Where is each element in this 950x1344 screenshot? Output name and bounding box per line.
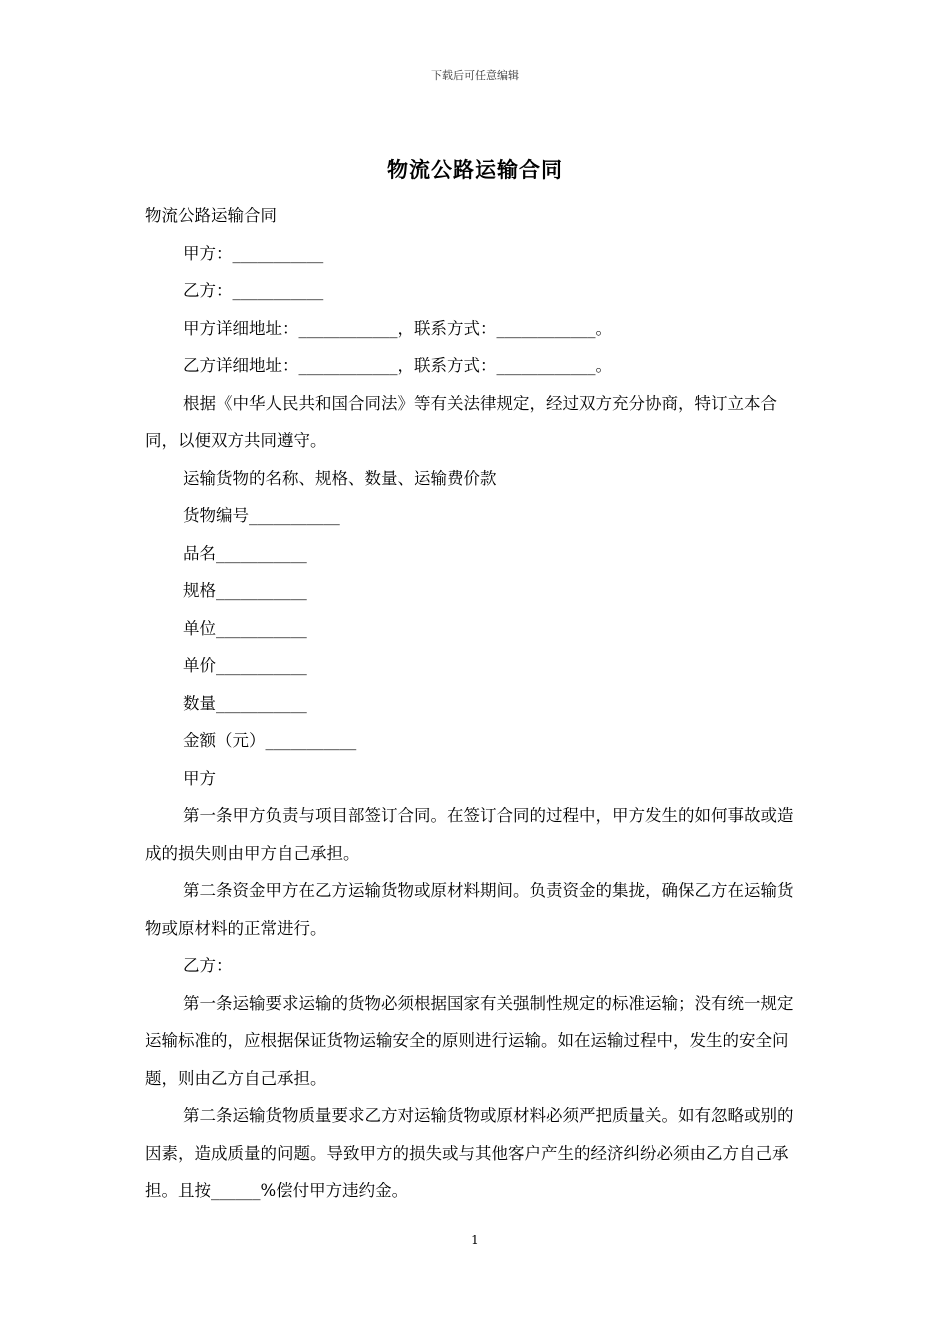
intro-paragraph: 根据《中华人民共和国合同法》等有关法律规定，经过双方充分协商，特订立本合同，以便双方共同遵守。: [145, 393, 777, 450]
party-b-line: 乙方：___________: [183, 281, 324, 300]
party-b-address: 乙方详细地址：____________，联系方式：____________。: [183, 356, 612, 375]
party-a-clause-2: 第二条资金甲方在乙方运输货物或原材料期间。负责资金的集拢，确保乙方在运输货物或原材料的正常进行。: [145, 881, 794, 938]
document-title: 物流公路运输合同: [387, 157, 563, 182]
product-name-field: 品名___________: [183, 543, 307, 563]
party-b-clause-2: 第二条运输货物质量要求乙方对运输货物或原材料必须严把质量关。如有忽略或别的因素，造成质量的问题。导致甲方的损失或与其他客户产生的经济纠纷必须由乙方自己承担。且按______%偿付甲方违约金。: [145, 1106, 794, 1200]
goods-section-heading: 运输货物的名称、规格、数量、运输费价款: [183, 468, 497, 488]
party-b-heading: 乙方：: [183, 956, 233, 975]
goods-number-field: 货物编号___________: [183, 506, 340, 525]
page-number: 1: [471, 1233, 479, 1247]
unit-price-field: 单价___________: [183, 656, 307, 675]
spec-field: 规格___________: [183, 581, 307, 600]
party-a-clause-1: 第一条甲方负责与项目部签订合同。在签订合同的过程中，甲方发生的如何事故或造成的损失则由甲方自己承担。: [145, 806, 794, 863]
amount-field: 金额（元）___________: [183, 731, 357, 750]
unit-field: 单位___________: [183, 618, 307, 638]
quantity-field: 数量___________: [183, 693, 307, 713]
document-body: [145, 197, 807, 1210]
party-a-address: 甲方详细地址：____________，联系方式：____________。: [183, 318, 612, 338]
party-a-heading: 甲方: [183, 768, 216, 788]
party-a-line: 甲方：___________: [183, 243, 324, 263]
page-header-note: 下载后可任意编辑: [431, 69, 519, 82]
party-b-clause-1: 第一条运输要求运输的货物必须根据国家有关强制性规定的标准运输；没有统一规定运输标准的，应根据保证货物运输安全的原则进行运输。如在运输过程中，发生的安全问题，则由乙方自己承担。: [145, 993, 794, 1088]
subtitle: 物流公路运输合同: [145, 206, 277, 225]
